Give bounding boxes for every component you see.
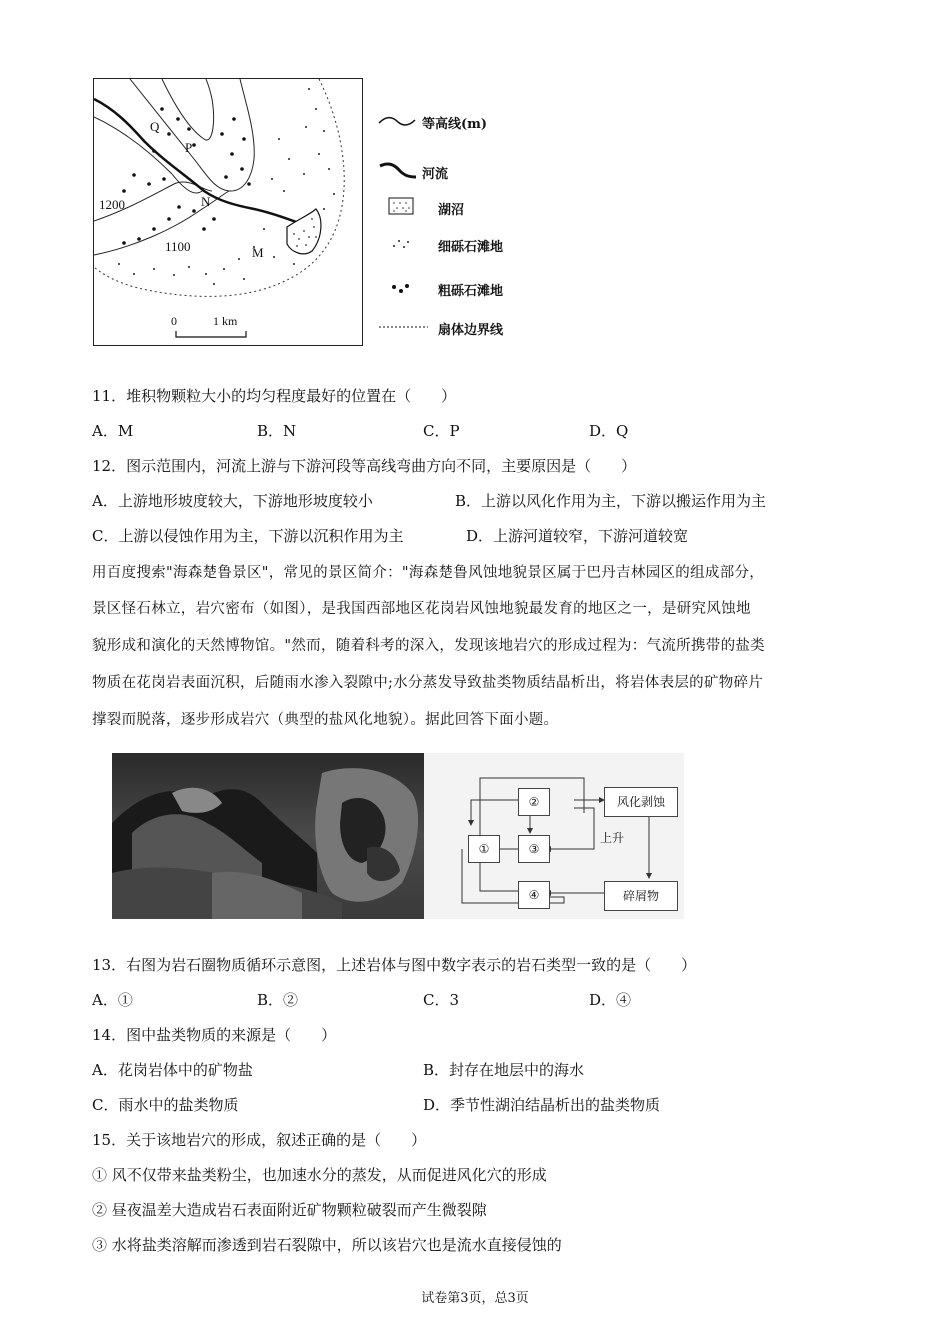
point-m-label: M — [252, 245, 264, 260]
q14-option-d[interactable]: D．季节性湖泊结晶析出的盐类物质 — [423, 1096, 661, 1114]
point-p-label: P — [185, 140, 193, 155]
rock-type-1-box: ① — [468, 835, 500, 863]
question-15-stem: 15．关于该地岩穴的形成，叙述正确的是（ ） — [92, 1131, 427, 1149]
page-footer: 试卷第3页，总3页 — [421, 1291, 529, 1306]
legend-marsh-label: 湖沼 — [438, 203, 465, 218]
q15-statement-2: ② 昼夜温差大造成岩石表面附近矿物颗粒破裂而产生微裂隙 — [92, 1201, 487, 1219]
question-11-stem: 11．堆积物颗粒大小的均匀程度最好的位置在（ ） — [92, 387, 457, 405]
q12-option-d[interactable]: D．上游河道较窄，下游河道较宽 — [466, 527, 689, 545]
river-icon — [378, 160, 418, 180]
scale-km-label: 1 km — [213, 314, 238, 328]
question-13-stem: 13．右图为岩石圈物质循环示意图，上述岩体与图中数字表示的岩石类型一致的是（ ） — [92, 956, 697, 974]
q11-option-c[interactable]: C．P — [423, 422, 460, 440]
uplift-label: 上升 — [600, 831, 625, 845]
passage-line: 用百度搜索"海森楚鲁景区"，常见的景区简介："海森楚鲁风蚀地貌景区属于巴丹吉林园区的组成部分， — [92, 565, 765, 581]
q13-option-d[interactable]: D．④ — [589, 991, 632, 1009]
point-q-label: Q — [150, 119, 160, 134]
q14-option-c[interactable]: C．雨水中的盐类物质 — [92, 1096, 239, 1114]
q14-option-a[interactable]: A．花岗岩体中的矿物盐 — [92, 1061, 253, 1079]
scale-zero-label: 0 — [171, 314, 177, 328]
legend-item — [378, 316, 538, 340]
q11-option-b[interactable]: B．N — [257, 422, 297, 440]
contour-1100-label: 1100 — [165, 239, 191, 254]
q12-option-a[interactable]: A．上游地形坡度较大，下游地形坡度较小 — [92, 492, 373, 510]
legend-fine-gravel-label: 细砾石滩地 — [438, 240, 504, 255]
q13-option-c[interactable]: C．3 — [423, 991, 460, 1009]
q12-option-b[interactable]: B．上游以风化作用为主，下游以搬运作用为主 — [455, 492, 767, 510]
legend-item — [378, 276, 538, 300]
alluvial-fan-map — [93, 78, 363, 346]
map-legend — [378, 110, 538, 340]
legend-item — [378, 110, 538, 134]
fan-boundary-icon — [378, 324, 430, 330]
q11-option-a[interactable]: A．M — [92, 422, 134, 440]
question-14-stem: 14．图中盐类物质的来源是（ ） — [92, 1026, 337, 1044]
q12-option-c[interactable]: C．上游以侵蚀作用为主，下游以沉积作用为主 — [92, 527, 404, 545]
q13-option-a[interactable]: A．① — [92, 991, 133, 1009]
passage-line: 景区怪石林立，岩穴密布（如图），是我国西部地区花岗岩风蚀地貌最发育的地区之一，是研究风蚀地 — [92, 601, 751, 617]
legend-item — [378, 232, 538, 256]
contour-line-icon — [378, 114, 416, 130]
passage-line: 撑裂而脱落，逐步形成岩穴（典型的盐风化地貌）。据此回答下面小题。 — [92, 712, 559, 728]
figure-panel — [112, 753, 684, 919]
weathering-erosion-box: 风化剥蚀 — [604, 787, 678, 817]
q15-statement-3: ③ 水将盐类溶解而渗透到岩石裂隙中，所以该岩穴也是流水直接侵蚀的 — [92, 1236, 562, 1254]
q14-option-b[interactable]: B．封存在地层中的海水 — [423, 1061, 585, 1079]
legend-fan-boundary-label: 扇体边界线 — [438, 323, 504, 338]
q13-option-b[interactable]: B．② — [257, 991, 299, 1009]
rock-cycle-diagram — [424, 753, 684, 919]
legend-item — [378, 194, 538, 218]
fine-gravel-icon — [390, 236, 412, 252]
coarse-gravel-icon — [390, 280, 412, 296]
q15-statement-1: ① 风不仅带来盐类粉尘，也加速水分的蒸发，从而促进风化穴的形成 — [92, 1166, 547, 1184]
legend-contour-label: 等高线(m) — [422, 117, 488, 132]
rock-type-3-box: ③ — [518, 835, 550, 863]
legend-item — [378, 158, 538, 182]
debris-box: 碎屑物 — [604, 881, 678, 911]
rock-type-2-box: ② — [518, 788, 550, 816]
passage-line: 貌形成和演化的天然博物馆。"然而，随着科考的深入，发现该地岩穴的形成过程为：气流所携带的盐类 — [92, 638, 765, 654]
legend-coarse-gravel-label: 粗砾石滩地 — [438, 284, 504, 299]
rock-cave-photo — [112, 753, 424, 919]
map-drawing — [94, 79, 362, 345]
rock-type-4-box: ④ — [518, 881, 550, 909]
point-n-label: N — [201, 194, 211, 209]
marsh-icon — [388, 197, 414, 215]
q11-option-d[interactable]: D．Q — [589, 422, 629, 440]
contour-1200-label: 1200 — [99, 197, 125, 212]
question-12-stem: 12．图示范围内，河流上游与下游河段等高线弯曲方向不同，主要原因是（ ） — [92, 457, 637, 475]
passage-line: 物质在花岗岩表面沉积，后随雨水渗入裂隙中;水分蒸发导致盐类物质结晶析出，将岩体表层的矿物碎片 — [92, 675, 764, 691]
legend-river-label: 河流 — [422, 167, 449, 182]
